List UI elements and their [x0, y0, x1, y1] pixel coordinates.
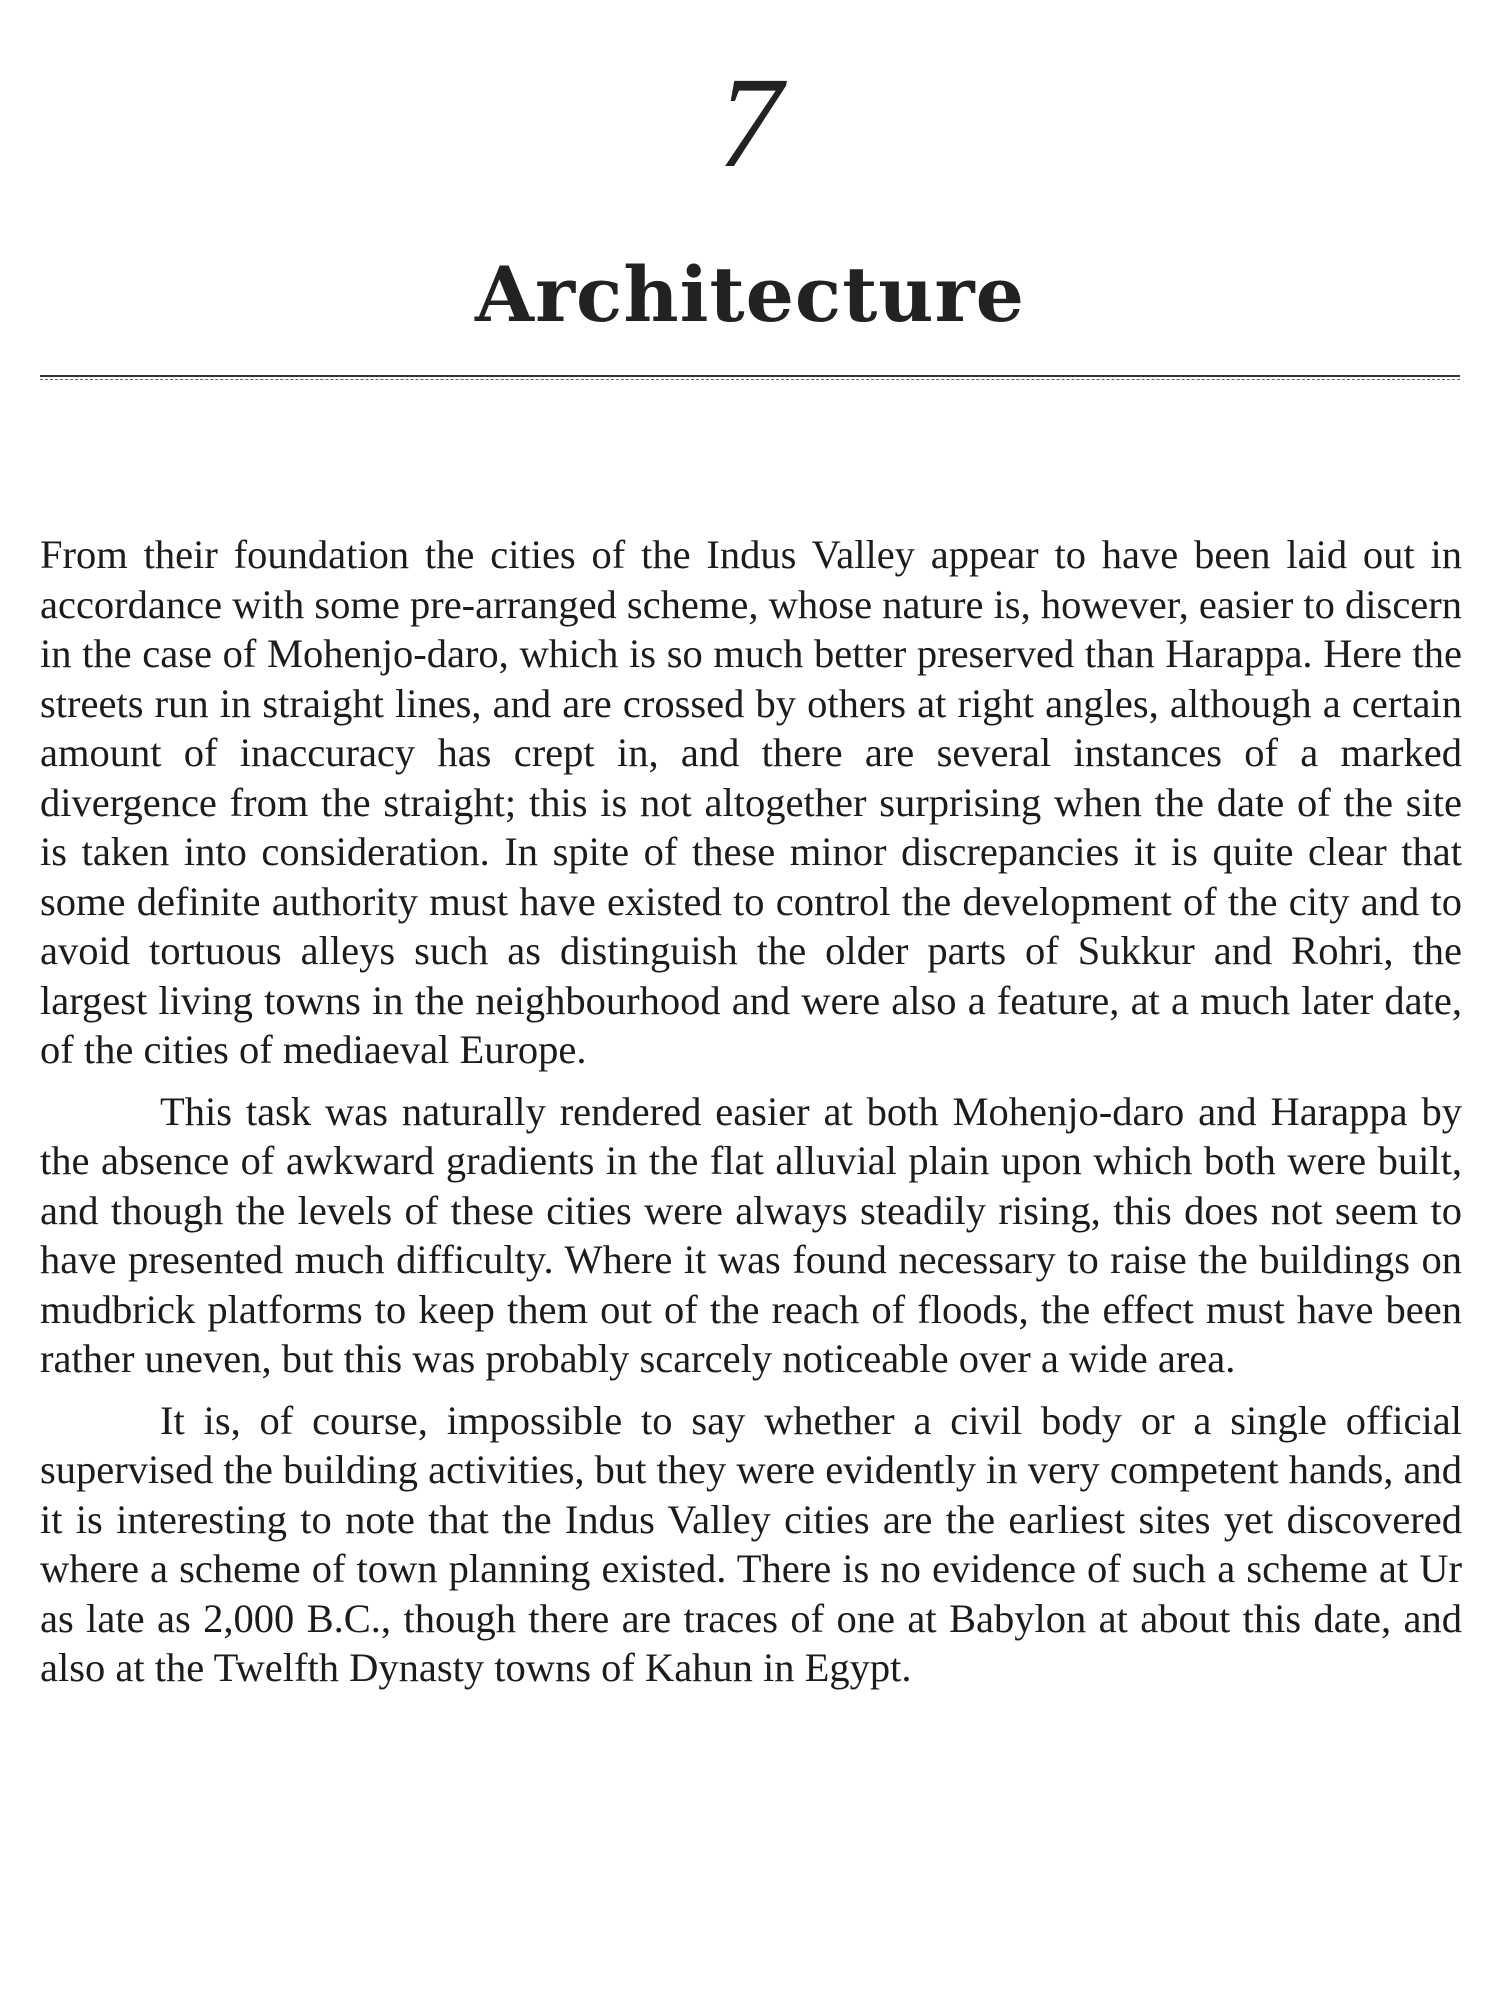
paragraph-3: It is, of course, impossible to say whether a civil body or a single official supervised the building activities, but they were evidently in very competent hands, and it is interesting to note that the Indus Valley cities are the earliest sites yet discovered where a scheme of town planning existed. There is no evidence of such a scheme at Ur as late as 2,000 B.C., though there are traces of one at Babylon at about this date, and also at the Twelfth Dynasty towns of Kahun in Egypt.	[40, 1397, 1462, 1690]
title-divider	[40, 375, 1460, 380]
chapter-number: 7	[717, 51, 783, 195]
chapter-title: Architecture	[475, 250, 1025, 339]
paragraph-2: This task was naturally rendered easier at both Mohenjo-daro and Harappa by the absence of awkward gradients in the flat alluvial plain upon which both were built, and though the levels of these cities were always steadily rising, this does not seem to have presented much difficulty. Where it was found necessary to raise the buildings on mudbrick platforms to keep them out of the reach of floods, the effect must have been rather uneven, but this was probably scarcely noticeable over a wide area.	[40, 1088, 1462, 1381]
paragraph-1: From their foundation the cities of the Indus Valley appear to have been laid out in accordance with some pre-arranged scheme, whose nature is, however, easier to discern in the case of Mohenjo-daro, which is so much better preserved than Harappa. Here the streets run in straight lines, and are crossed by others at right angles, although a certain amount of inaccuracy has crept in, and there are several instances of a marked divergence from the straight; this is not altogether surprising when the date of the site is taken into consideration. In spite of these minor discrepancies it is quite clear that some definite authority must have existed to control the development of the city and to avoid tortuous alleys such as distinguish the older parts of Sukkur and Rohri, the largest living towns in the neighbourhood and were also a feature, at a much later date, of the cities of mediaeval Europe.	[40, 532, 1463, 1072]
chapter-body	[40, 530, 1462, 1693]
